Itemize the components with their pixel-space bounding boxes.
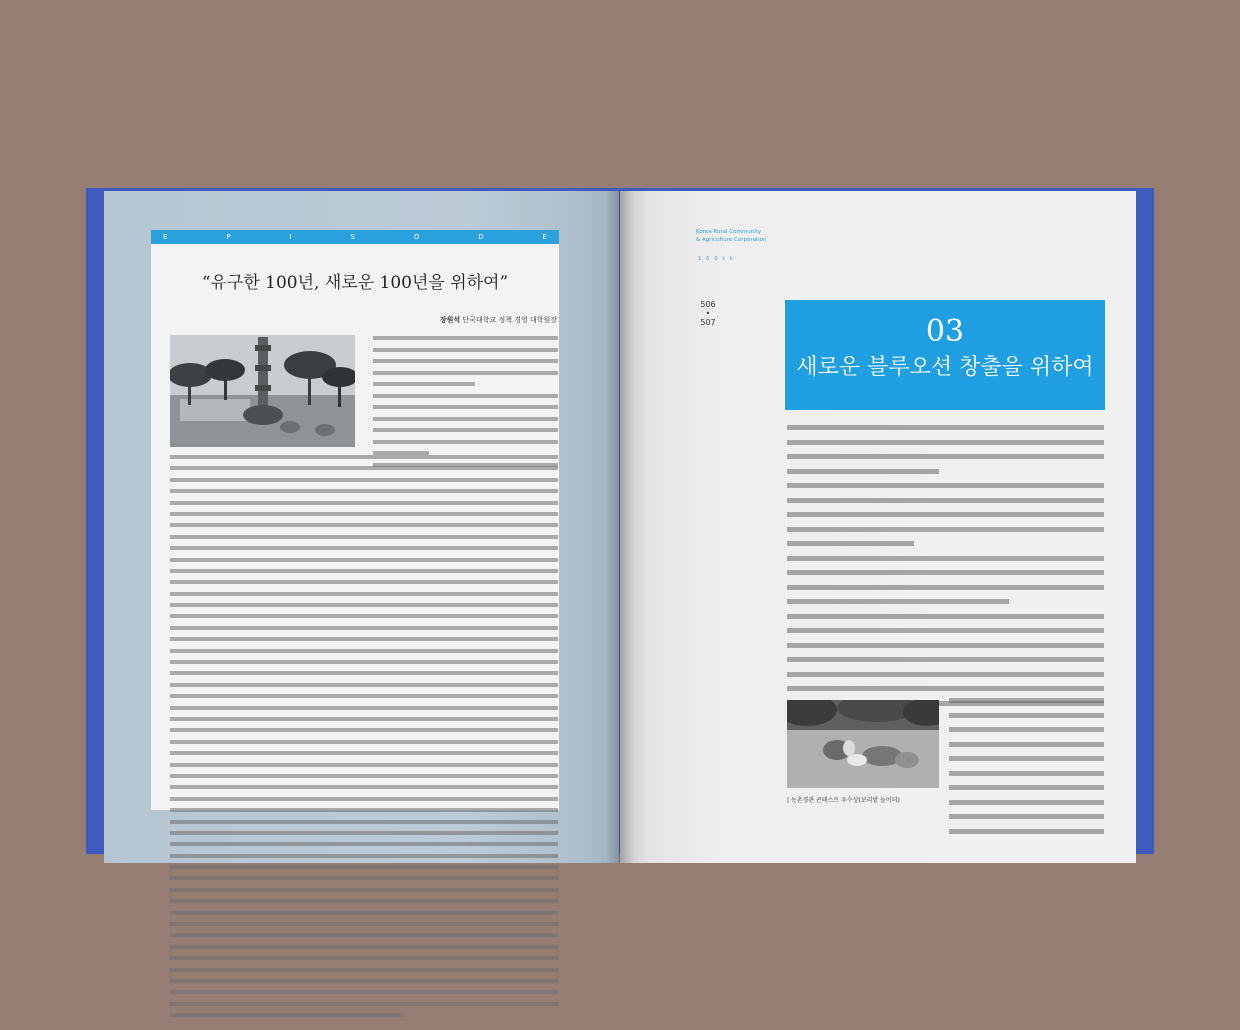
- page-numbers: [698, 300, 718, 327]
- photo-caption: | 농촌경관 콘테스트 우수상(보리밭 놀이터): [787, 797, 900, 804]
- brand-line-1: Korea Rural Community: [696, 229, 762, 235]
- brand-100th: 100th: [698, 256, 738, 262]
- page-number-separator: •: [705, 309, 711, 318]
- episode-letter: S: [350, 233, 355, 241]
- episode-card: [151, 230, 559, 810]
- page-number-left: 506: [700, 300, 716, 309]
- page-number-right: 507: [700, 318, 716, 327]
- brand-line-2: & Agriculture Corporation: [696, 237, 767, 243]
- chapter-body-text-narrow: [949, 698, 1104, 843]
- episode-bar: [151, 230, 559, 244]
- book-spine-shadow: [606, 191, 634, 863]
- episode-letter: E: [542, 233, 547, 241]
- episode-letter: P: [226, 233, 231, 241]
- author-name: 장원석: [439, 316, 461, 324]
- author-title: 단국대학교 정책 경영 대학원장: [462, 316, 557, 324]
- field-photo: [787, 700, 939, 788]
- episode-text-upper: [373, 336, 558, 474]
- episode-letter: O: [413, 233, 420, 241]
- chapter-number: 03: [925, 314, 965, 349]
- episode-letter: E: [163, 233, 168, 241]
- episode-letter: I: [289, 233, 292, 241]
- episode-text-lower: [170, 455, 558, 1025]
- chapter-title: 새로운 블루오션 창출을 위하여: [796, 355, 1094, 380]
- chapter-body-text: [787, 425, 1104, 715]
- episode-author: [440, 315, 557, 325]
- episode-letter: D: [478, 233, 484, 241]
- chapter-heading-box: [785, 300, 1105, 410]
- episode-title: “유구한 100년, 새로운 100년을 위하여”: [201, 273, 509, 293]
- sculpture-photo: [170, 335, 355, 447]
- brand-label: [696, 228, 767, 244]
